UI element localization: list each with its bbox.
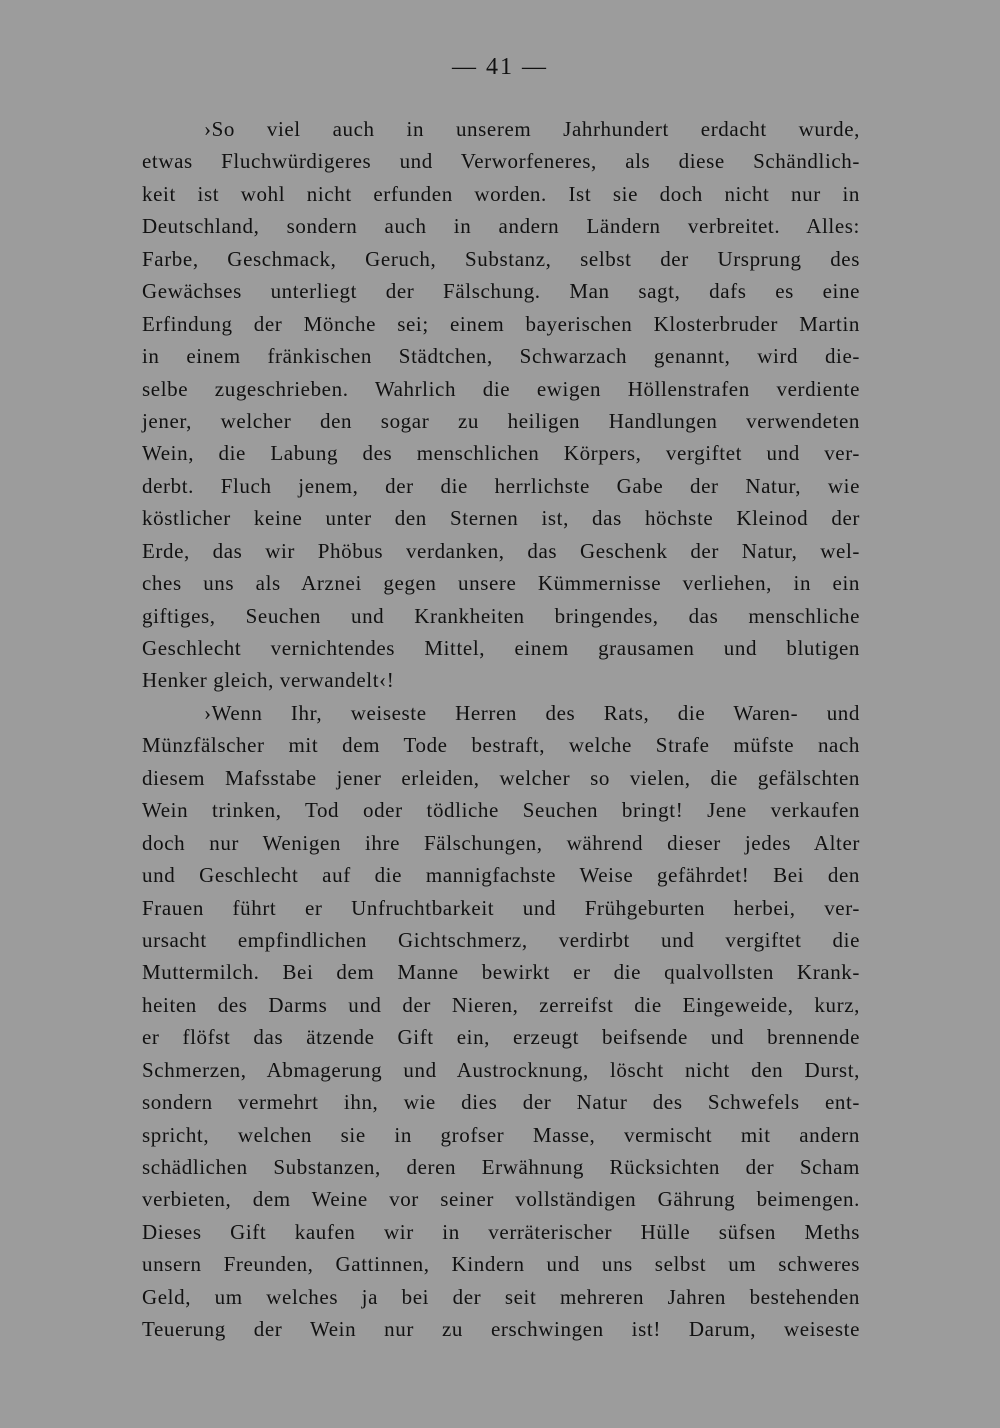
text-line: selbe zugeschrieben. Wahrlich die ewigen Höllenstrafen verdiente bbox=[142, 376, 860, 401]
text-line: Teuerung der Wein nur zu erschwingen ist! Darum, weiseste bbox=[142, 1317, 860, 1342]
text-line: Frauen führt er Unfruchtbarkeit und Frühgeburten herbei, ver- bbox=[142, 895, 860, 920]
text-line: schädlichen Substanzen, deren Erwähnung Rücksichten der Scham bbox=[142, 1155, 860, 1179]
text-line: in einem fränkischen Städtchen, Schwarzach genannt, wird die- bbox=[142, 344, 860, 369]
text-line: ursacht empfindlichen Gichtschmerz, verdirbt und vergiftet die bbox=[142, 927, 860, 952]
text-line: Schmerzen, Abmagerung und Austrocknung, löscht nicht den Durst, bbox=[142, 1057, 860, 1082]
text-line: keit ist wohl nicht erfunden worden. Ist sie doch nicht nur in bbox=[142, 181, 860, 206]
paragraph bbox=[142, 113, 860, 697]
text-line: Erde, das wir Phöbus verdanken, das Geschenk der Natur, wel- bbox=[142, 538, 860, 563]
text-line: ches uns als Arznei gegen unsere Kümmernisse verliehen, in ein bbox=[142, 571, 860, 596]
text-line: etwas Fluchwürdigeres und Verworfeneres, als diese Schändlich- bbox=[142, 149, 860, 174]
text-line: Erfindung der Mönche sei; einem bayerischen Klosterbruder Martin bbox=[142, 311, 860, 336]
text-line: Deutschland, sondern auch in andern Ländern verbreitet. Alles: bbox=[142, 214, 860, 239]
text-line: köstlicher keine unter den Sternen ist, das höchste Kleinod der bbox=[142, 506, 860, 531]
text-line: und Geschlecht auf die mannigfachste Weise gefährdet! Bei den bbox=[142, 863, 860, 888]
text-line: er flöfst das ätzende Gift ein, erzeugt beifsende und brennende bbox=[142, 1025, 860, 1050]
text-line: heiten des Darms und der Nieren, zerreifst die Eingeweide, kurz, bbox=[142, 992, 860, 1017]
text-line: sondern vermehrt ihn, wie dies der Natur des Schwefels ent- bbox=[142, 1090, 860, 1115]
text-line: Wein, die Labung des menschlichen Körpers, vergiftet und ver- bbox=[142, 441, 860, 466]
text-line: Wein trinken, Tod oder tödliche Seuchen bringt! Jene verkaufen bbox=[142, 798, 860, 823]
text-line: Farbe, Geschmack, Geruch, Substanz, selbst der Ursprung des bbox=[142, 246, 860, 271]
text-line: diesem Mafsstabe jener erleiden, welcher so vielen, die gefälschten bbox=[142, 765, 860, 790]
text-line: unsern Freunden, Gattinnen, Kindern und uns selbst um schweres bbox=[142, 1252, 860, 1277]
text-line: Gewächses unterliegt der Fälschung. Man sagt, dafs es eine bbox=[142, 279, 860, 304]
text-line: ›Wenn Ihr, weiseste Herren des Rats, die Waren- und bbox=[204, 700, 860, 725]
text-line: verbieten, dem Weine vor seiner vollständigen Gährung beimengen. bbox=[142, 1187, 860, 1212]
text-line: derbt. Fluch jenem, der die herrlichste Gabe der Natur, wie bbox=[142, 473, 860, 498]
text-line: Henker gleich, verwandelt‹! bbox=[142, 668, 395, 693]
text-line: jener, welcher den sogar zu heiligen Handlungen verwendeten bbox=[142, 408, 860, 433]
body-text bbox=[142, 113, 860, 1346]
text-line: Münzfälscher mit dem Tode bestraft, welche Strafe müfste nach bbox=[142, 733, 860, 758]
text-line: Geld, um welches ja bei der seit mehreren Jahren bestehenden bbox=[142, 1284, 860, 1309]
paragraph bbox=[142, 697, 860, 1346]
page-number: — 41 — bbox=[452, 54, 548, 80]
text-line: spricht, welchen sie in grofser Masse, vermischt mit andern bbox=[142, 1122, 860, 1147]
text-line: ›So viel auch in unserem Jahrhundert erdacht wurde, bbox=[204, 117, 860, 141]
text-line: Geschlecht vernichtendes Mittel, einem grausamen und blutigen bbox=[142, 636, 860, 660]
text-line: Dieses Gift kaufen wir in verräterischer Hülle süfsen Meths bbox=[142, 1219, 860, 1244]
text-line: giftiges, Seuchen und Krankheiten bringendes, das menschliche bbox=[142, 603, 860, 628]
text-line: doch nur Wenigen ihre Fälschungen, während dieser jedes Alter bbox=[142, 830, 860, 855]
text-line: Muttermilch. Bei dem Manne bewirkt er die qualvollsten Krank- bbox=[142, 960, 860, 985]
